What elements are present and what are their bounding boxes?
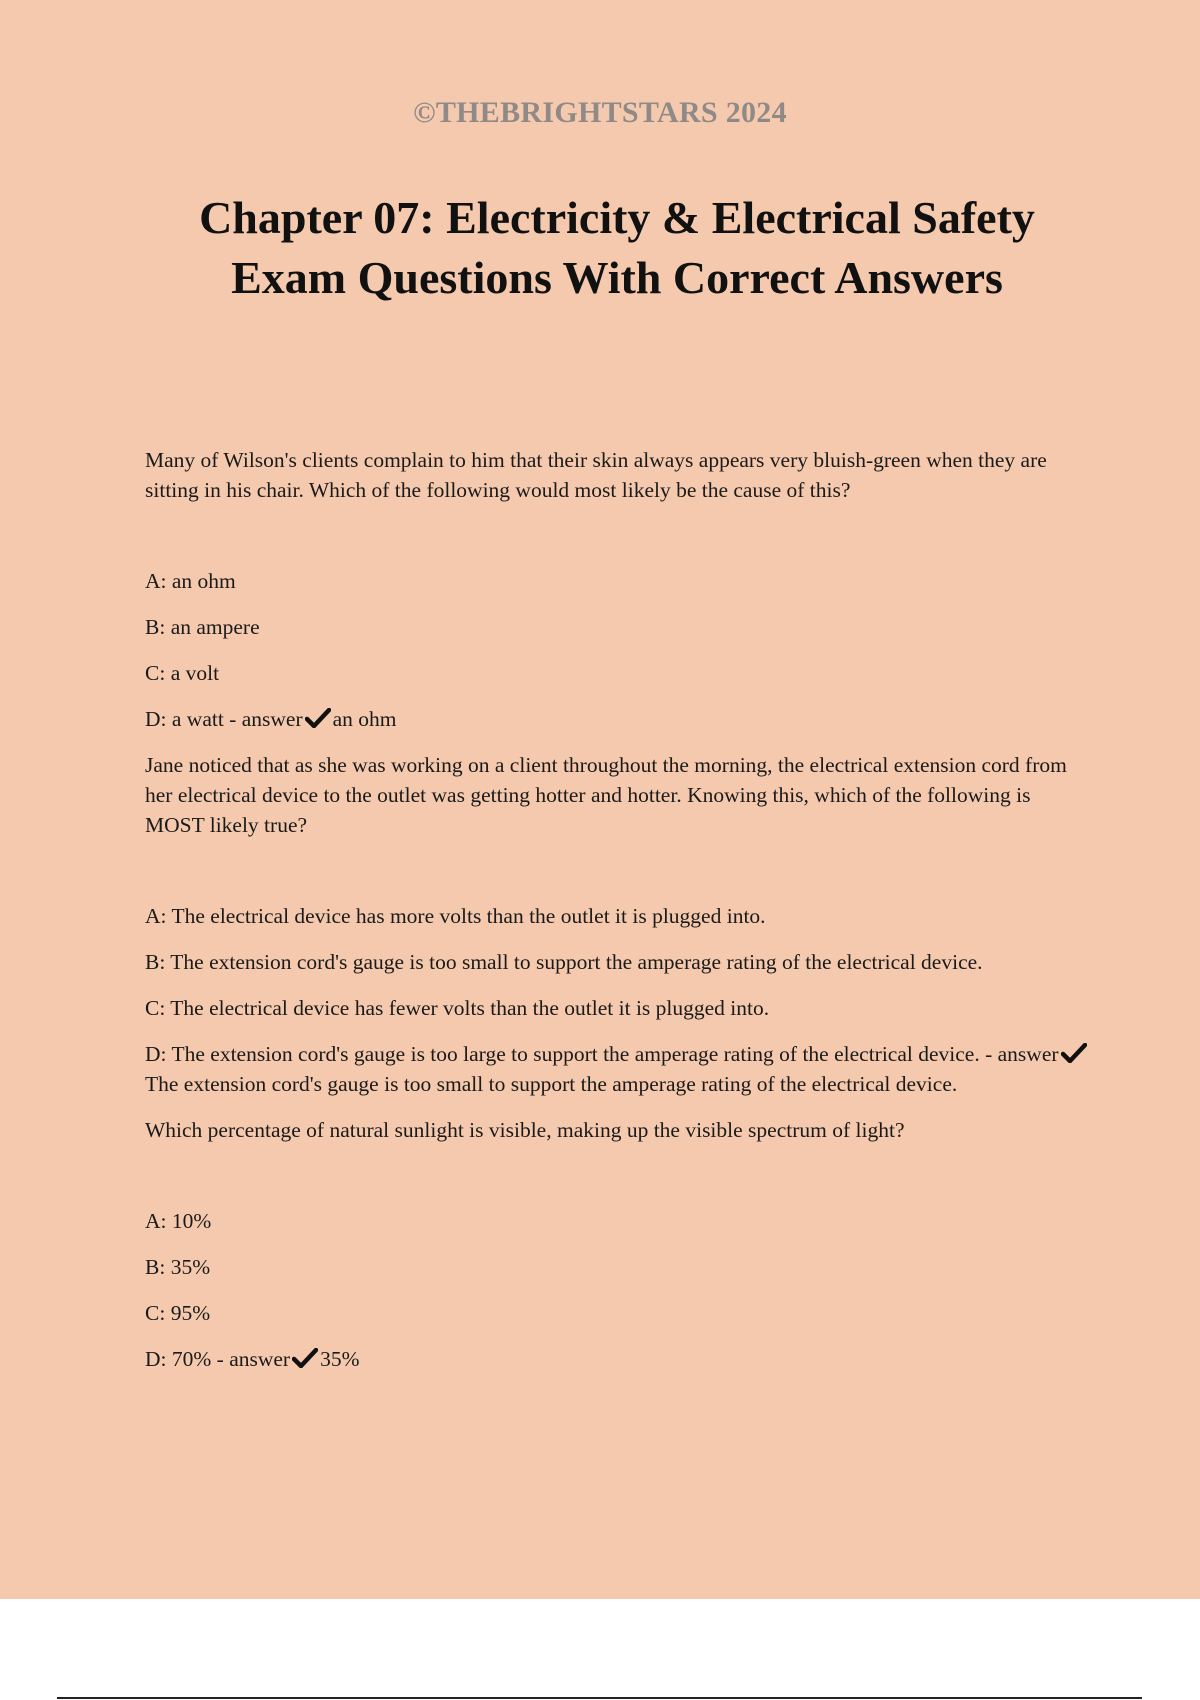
correct-answer: 35% (320, 1347, 360, 1371)
answer-option: B: The extension cord's gauge is too small to support the amperage rating of the electrical device. (145, 950, 983, 974)
answer-option: A: an ohm (145, 569, 236, 593)
watermark: ©THEBRIGHTSTARS 2024 (413, 96, 787, 129)
answer-option-label: D: a watt - answer (145, 707, 303, 731)
answer-option-with-answer (145, 704, 1095, 734)
question-text: Which percentage of natural sunlight is visible, making up the visible spectrum of light? (145, 1118, 905, 1142)
answer-option-label: D: The extension cord's gauge is too large to support the amperage rating of the electrical device. - answer (145, 1042, 1059, 1066)
answer-option-label: D: 70% - answer (145, 1347, 291, 1371)
answer-option: C: The electrical device has fewer volts than the outlet it is plugged into. (145, 996, 770, 1020)
check-icon (305, 708, 331, 728)
answer-option: B: 35% (145, 1255, 211, 1279)
answer-option: A: 10% (145, 1209, 212, 1233)
correct-answer: an ohm (332, 707, 397, 731)
answer-option: C: a volt (145, 661, 220, 685)
title-line-2: Exam Questions With Correct Answers (231, 252, 1003, 303)
correct-answer: The extension cord's gauge is too small to support the amperage rating of the electrical device. (145, 1072, 958, 1096)
check-icon (1061, 1043, 1087, 1063)
question-text: Many of Wilson's clients complain to him that their skin always appears very bluish-green when they are sitting in his chair. Which of the following would most likely be the cause of this? (145, 448, 1047, 502)
question-list (145, 445, 1095, 1390)
answer-option-with-answer (145, 1039, 1095, 1099)
answer-option: A: The electrical device has more volts than the outlet it is plugged into. (145, 904, 766, 928)
question-text: Jane noticed that as she was working on a client throughout the morning, the electrical extension cord from her electrical device to the outlet was getting hotter and hotter. Knowing this, which of the following is MOST likely true? (145, 753, 1067, 837)
answer-option: B: an ampere (145, 615, 260, 639)
title-line-1: Chapter 07: Electricity & Electrical Safety (199, 192, 1035, 243)
answer-option-with-answer (145, 1344, 1095, 1374)
page-title (0, 188, 1200, 308)
check-icon (292, 1348, 318, 1368)
footer-divider (57, 1697, 1142, 1699)
answer-option: C: 95% (145, 1301, 211, 1325)
